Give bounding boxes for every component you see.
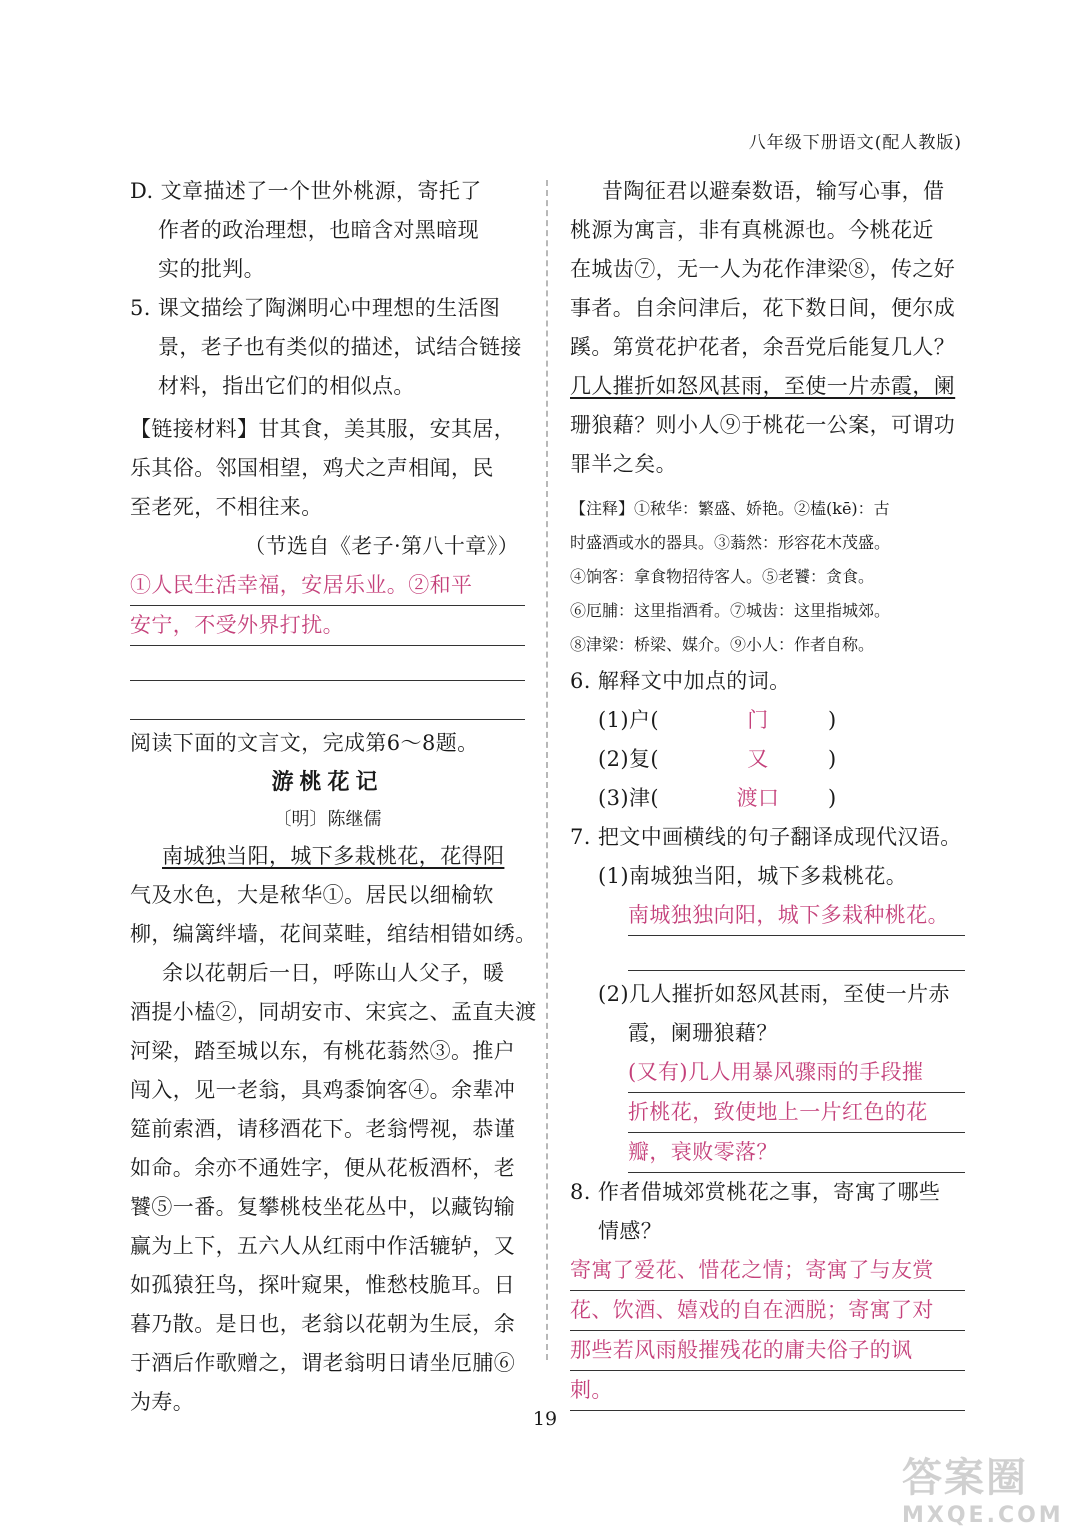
passage-line: 昔陶征君以避秦数语，输写心事，借	[602, 179, 945, 203]
q7-part-1: (1)南城独当阳，城下多栽桃花。	[598, 864, 908, 888]
q7-part-2: (2)几人摧折如怒风甚雨，至使一片赤	[598, 982, 950, 1006]
blank-line	[130, 646, 525, 681]
q6-item-answer: 门	[747, 708, 769, 732]
passage-line: 气及水色，大是秾华①。居民以细榆软	[130, 883, 494, 907]
link-source: （节选自《老子·第八十章》）	[244, 534, 519, 558]
question-7: 7. 把文中画横线的句子翻译成现代汉语。	[570, 825, 962, 849]
note-line: ⑧津梁：桥梁、媒介。⑨小人：作者自称。	[570, 635, 875, 654]
note-line: ⑥厄脯：这里指酒肴。⑦城齿：这里指城郊。	[570, 601, 891, 620]
blank-line	[628, 936, 965, 971]
link-material-line: 至老死，不相往来。	[130, 495, 323, 519]
q8-answer-line: 寄寓了爱花、惜花之情；寄寓了与友赏	[570, 1251, 965, 1291]
right-column	[570, 172, 965, 1411]
passage-line: 如孤猿狂鸟，探叶窥果，惟愁枝脆耳。日	[130, 1273, 516, 1297]
q5-answer-line: 安宁，不受外界打扰。	[130, 606, 525, 646]
q6-item	[570, 701, 965, 740]
question-8: 8. 作者借城郊赏桃花之事，寄寓了哪些	[570, 1180, 941, 1204]
q6-item-label: (3)津(	[598, 786, 659, 810]
passage-line	[130, 837, 525, 876]
note-line: 时盛酒或水的器具。③蓊然：形容花木茂盛。	[570, 533, 891, 552]
left-column	[130, 172, 537, 1422]
note-line: 【注释】①秾华：繁盛、娇艳。②榼(kē)：古	[570, 499, 890, 518]
page-number: 19	[532, 1408, 558, 1430]
q6-item-answer: 渡口	[736, 786, 780, 810]
watermark-logo	[902, 1446, 1072, 1526]
q7-part-2: 霞，阑珊狼藉？	[628, 1021, 778, 1045]
question-5-line: 5. 课文描绘了陶渊明心中理想的生活图	[130, 296, 501, 320]
q8-answer-line: 刺。	[570, 1371, 965, 1411]
underlined-sentence: 几人摧折如怒风甚雨，至使一片赤霞，阑	[570, 374, 956, 398]
passage-line: 余以花朝后一日，呼陈山人父子，暖	[162, 961, 505, 985]
passage-line: 蹊。第赏花护花者，余吾党后能复几人？	[570, 335, 956, 359]
passage-line: 如命。余亦不通姓字，便从花板酒杯，老	[130, 1156, 516, 1180]
passage-line: 闯入，见一老翁，具鸡黍饷客④。余辈冲	[130, 1078, 516, 1102]
link-material-line: 乐其俗。邻国相望，鸡犬之声相闻，民	[130, 456, 494, 480]
notes-block	[570, 492, 965, 662]
question-5-line: 景，老子也有类似的描述，试结合链接	[158, 335, 522, 359]
q8-answer-line: 花、饮酒、嬉戏的自在洒脱；寄寓了对	[570, 1291, 965, 1331]
passage-line: 柳，编篱绊墙，花间菜畦，绾结相错如绣。	[130, 922, 537, 946]
q6-item	[570, 779, 965, 818]
passage-line: 于酒后作歌赠之，谓老翁明日请坐厄脯⑥	[130, 1351, 516, 1375]
passage-line: 暮乃散。是日也，老翁以花朝为生辰，余	[130, 1312, 516, 1336]
q6-item-label: (1)户(	[598, 708, 659, 732]
passage-line: 河梁，踏至城以东，有桃花蓊然③。推户	[130, 1039, 516, 1063]
passage-line: 饕⑤一番。复攀桃枝坐花丛中，以藏钩输	[130, 1195, 516, 1219]
column-divider	[546, 180, 548, 1360]
link-material-line: 【链接材料】甘其食，美其服，安其居，	[130, 417, 516, 441]
passage-line: 事者。自余问津后，花下数日间，便尔成	[570, 296, 956, 320]
question-5-line: 材料，指出它们的相似点。	[158, 374, 415, 398]
q8-answer-line: 那些若风雨般摧残花的庸夫俗子的讽	[570, 1331, 965, 1371]
passage-title: 游桃花记	[271, 770, 384, 795]
q5-answer-line: ①人民生活幸福，安居乐业。②和平	[130, 566, 525, 606]
passage-line: 桃源为寓言，非有真桃源也。今桃花近	[570, 218, 934, 242]
passage-line: 为寿。	[130, 1390, 195, 1414]
option-d-line: D. 文章描述了一个世外桃源，寄托了	[130, 179, 482, 203]
q6-item-close: )	[828, 708, 837, 732]
q7-2-answer-line: 折桃花，致使地上一片红色的花	[628, 1093, 965, 1133]
passage-line: 罪半之矣。	[570, 452, 677, 476]
option-d-line: 实的批判。	[158, 257, 265, 281]
note-line: ④饷客：拿食物招待客人。⑤老饕：贪食。	[570, 567, 875, 586]
watermark-text: 答案圈	[902, 1455, 1028, 1501]
q6-item-answer: 又	[747, 747, 769, 771]
passage-author: 〔明〕陈继儒	[273, 809, 382, 830]
q7-2-answer-line: (又有)几人用暴风骤雨的手段摧	[628, 1053, 965, 1093]
q7-1-answer: 南城独独向阳，城下多栽种桃花。	[628, 896, 965, 936]
passage-line: 珊狼藉？则小人⑨于桃花一公案，可谓功	[570, 413, 956, 437]
page-header: 八年级下册语文(配人教版)	[748, 133, 962, 153]
q6-item-close: )	[828, 786, 837, 810]
passage-line: 在城齿⑦，无一人为花作津梁⑧，传之好	[570, 257, 956, 281]
watermark-url: MXQE.COM	[902, 1503, 1064, 1528]
passage-line: 筵前索酒，请移酒花下。老翁愕视，恭谨	[130, 1117, 516, 1141]
underlined-sentence: 南城独当阳，城下多栽桃花，花得阳	[162, 844, 505, 868]
q6-item-label: (2)复(	[598, 747, 659, 771]
q6-item-close: )	[828, 747, 837, 771]
passage-line: 酒提小榼②，同胡安市、宋宾之、孟直夫渡	[130, 1000, 537, 1024]
q6-item	[570, 740, 965, 779]
question-8: 情感？	[598, 1219, 663, 1243]
blank-line	[130, 685, 525, 720]
reading-intro: 阅读下面的文言文，完成第6～8题。	[130, 731, 479, 755]
option-d-line: 作者的政治理想，也暗含对黑暗现	[158, 218, 479, 242]
question-6: 6. 解释文中加点的词。	[570, 669, 791, 693]
q7-2-answer-line: 瓣，衰败零落？	[628, 1133, 965, 1173]
passage-line: 赢为上下，五六人从红雨中作活辘轳，又	[130, 1234, 516, 1258]
passage-line	[570, 367, 965, 406]
